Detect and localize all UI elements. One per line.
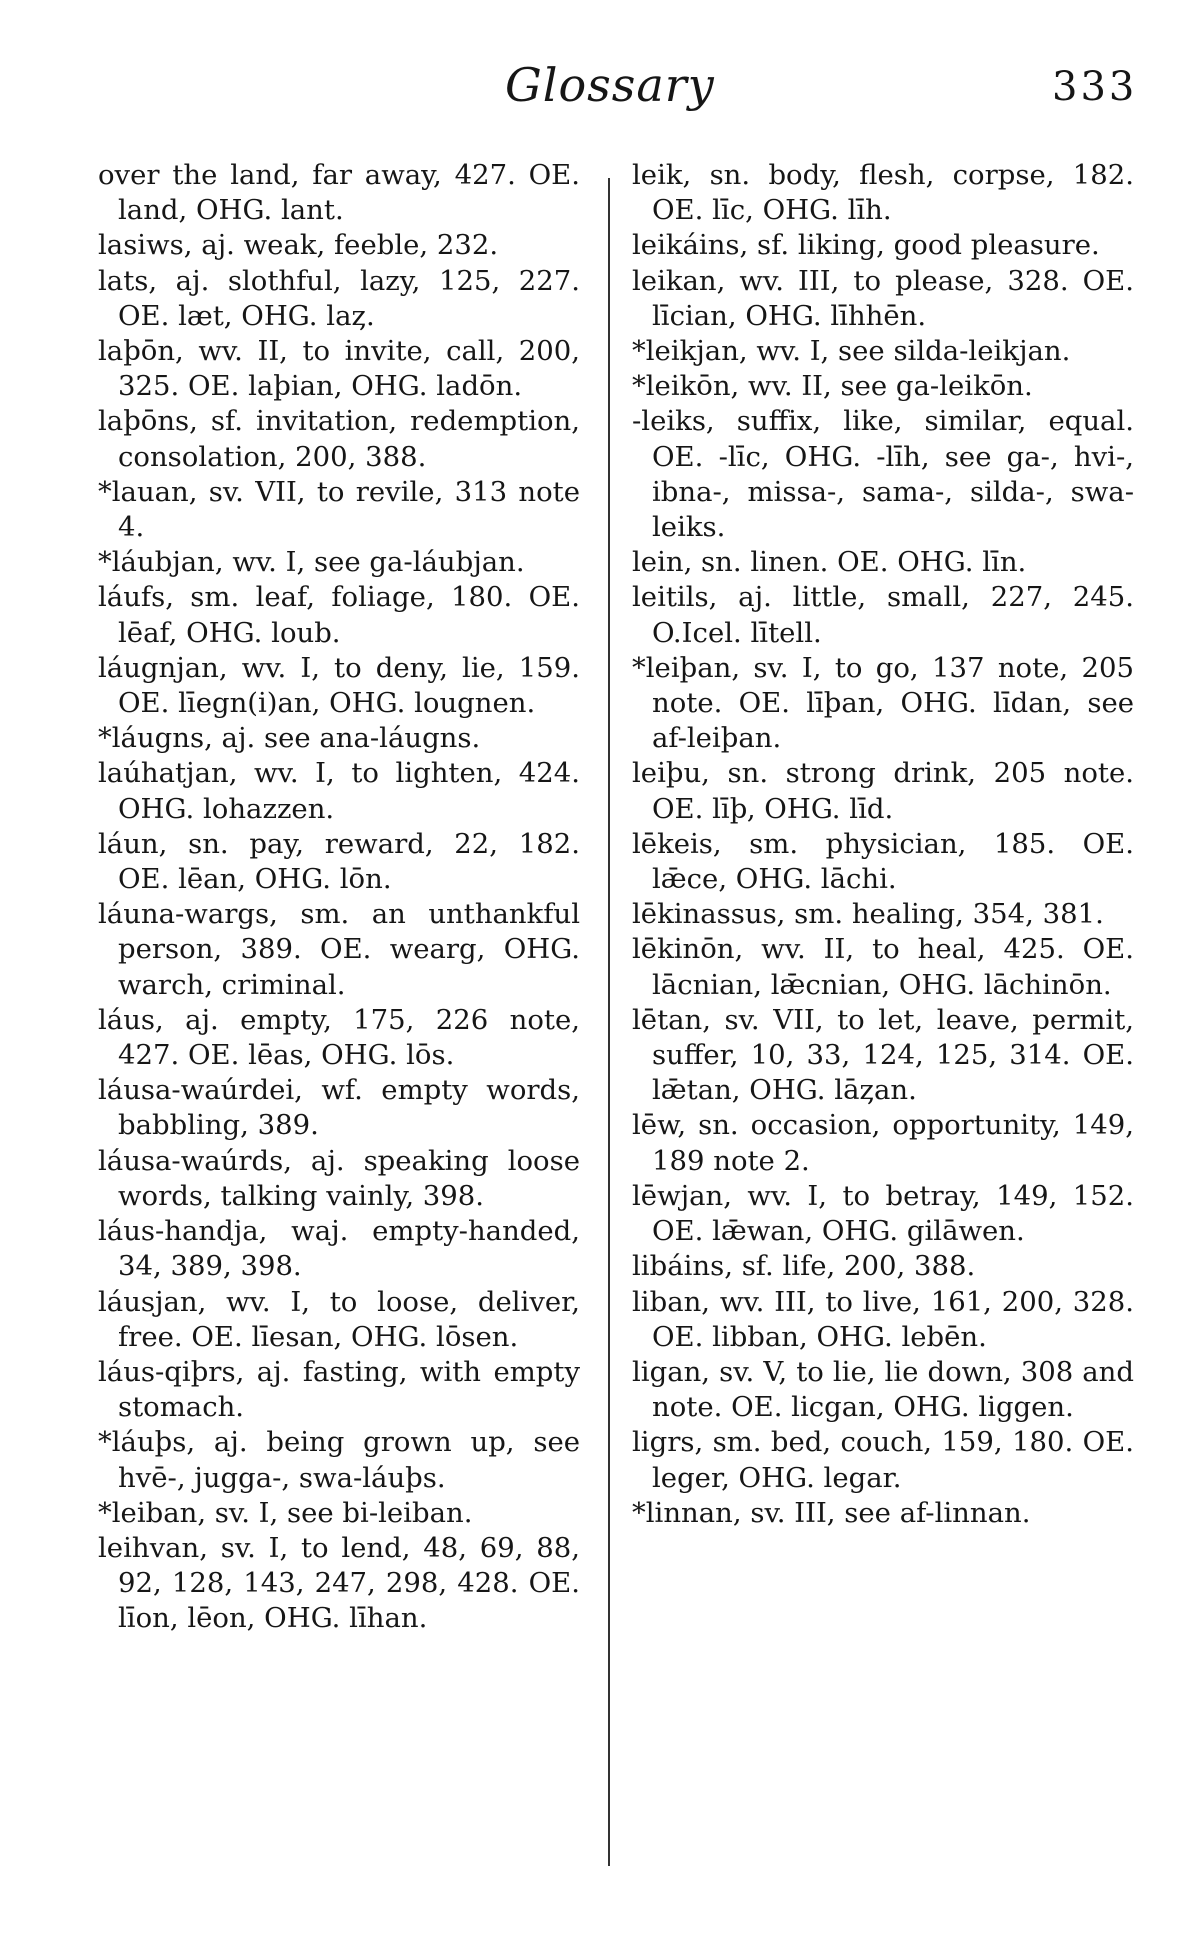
glossary-entry: láun, sn. pay, reward, 22, 182. OE. lēan, OHG. lōn. — [98, 827, 580, 896]
glossary-entry: *láugns, aj. see ana-láugns. — [98, 722, 481, 755]
glossary-entry: *leikjan, wv. I, see silda-leikjan. — [632, 335, 1071, 368]
glossary-entry: lasiws, aj. weak, feeble, 232. — [98, 229, 499, 262]
glossary-entry: ligan, sv. V, to lie, lie down, 308 and note. OE. licgan, OHG. liggen. — [632, 1355, 1134, 1424]
glossary-entry: *lauan, sv. VII, to revile, 313 note 4. — [98, 475, 580, 544]
left-column — [98, 158, 580, 1637]
glossary-entry: láufs, sm. leaf, foliage, 180. OE. lēaf, OHG. loub. — [98, 581, 580, 649]
glossary-entry: láus, aj. empty, 175, 226 note, 427. OE. lēas, OHG. lōs. — [98, 1003, 580, 1072]
right-column — [632, 158, 1134, 1531]
glossary-entry: láusa-waúrdei, wf. empty words, babbling, 389. — [98, 1074, 580, 1142]
glossary-entry: lein, sn. linen. OE. OHG. līn. — [632, 546, 1027, 579]
glossary-entry: láusjan, wv. I, to loose, deliver, free. OE. līesan, OHG. lōsen. — [98, 1285, 580, 1353]
glossary-entry: láus-handja, waj. empty-handed, 34, 389, 398. — [98, 1215, 580, 1283]
glossary-entry: laúhatjan, wv. I, to lighten, 424. OHG. lohazzen. — [98, 757, 580, 825]
glossary-entry: lats, aj. slothful, lazy, 125, 227. OE. læt, OHG. laȥ. — [98, 264, 580, 332]
glossary-entry: lēwjan, wv. I, to betray, 149, 152. OE. lǣwan, OHG. gilāwen. — [632, 1179, 1134, 1248]
page-header — [0, 58, 1200, 128]
glossary-entry: láuna-wargs, sm. an unthankful person, 389. OE. wearg, OHG. warch, criminal. — [98, 898, 580, 1001]
glossary-entry: leikáins, sf. liking, good pleasure. — [632, 229, 1100, 262]
running-title: Glossary — [505, 58, 715, 112]
glossary-entry: *leiþan, sv. I, to go, 137 note, 205 note. OE. līþan, OHG. līdan, see af-leiþan. — [632, 651, 1134, 755]
glossary-entry: laþōns, sf. invitation, redemption, consolation, 200, 388. — [98, 405, 580, 473]
glossary-entry: lēkeis, sm. physician, 185. OE. lǣce, OHG. lāchi. — [632, 827, 1134, 896]
glossary-entry: láusa-waúrds, aj. speaking loose words, talking vainly, 398. — [98, 1144, 580, 1212]
glossary-entry: leiþu, sn. strong drink, 205 note. OE. līþ, OHG. līd. — [632, 757, 1134, 825]
glossary-entry: *leikōn, wv. II, see ga-leikōn. — [632, 370, 1033, 403]
glossary-entry: láugnjan, wv. I, to deny, lie, 159. OE. līegn(i)an, OHG. lougnen. — [98, 651, 580, 720]
glossary-entry: leik, sn. body, flesh, corpse, 182. OE. līc, OHG. līh. — [632, 159, 1134, 227]
glossary-entry: *láuþs, aj. being grown up, see hvē-, jugga-, swa-láuþs. — [98, 1426, 580, 1494]
glossary-entry: lēkinassus, sm. healing, 354, 381. — [632, 898, 1104, 931]
glossary-entry: leitils, aj. little, small, 227, 245. O.Icel. lītell. — [632, 581, 1134, 649]
glossary-entry: *láubjan, wv. I, see ga-láubjan. — [98, 546, 525, 579]
column-divider — [608, 178, 610, 1866]
page-number: 333 — [1052, 64, 1138, 110]
glossary-entry: *linnan, sv. III, see af-linnan. — [632, 1496, 1031, 1529]
glossary-entry: libáins, sf. life, 200, 388. — [632, 1250, 976, 1283]
glossary-entry: leikan, wv. III, to please, 328. OE. līcian, OHG. līhhēn. — [632, 264, 1134, 332]
glossary-entry: ligrs, sm. bed, couch, 159, 180. OE. leger, OHG. legar. — [632, 1426, 1134, 1494]
glossary-entry: laþōn, wv. II, to invite, call, 200, 325. OE. laþian, OHG. ladōn. — [98, 335, 580, 403]
glossary-entry: *leiban, sv. I, see bi-leiban. — [98, 1496, 473, 1529]
glossary-entry: láus-qiþrs, aj. fasting, with empty stomach. — [98, 1355, 580, 1424]
glossary-entry: -leiks, suffix, like, similar, equal. OE. -līc, OHG. -līh, see ga-, hvi-, ibna-, missa-, sama-, silda-, swa-leiks. — [632, 405, 1134, 544]
glossary-entry: lēkinōn, wv. II, to heal, 425. OE. lācnian, lǣcnian, OHG. lāchinōn. — [632, 933, 1134, 1001]
glossary-entry: over the land, far away, 427. OE. land, OHG. lant. — [98, 159, 580, 227]
glossary-entry: lētan, sv. VII, to let, leave, permit, suffer, 10, 33, 124, 125, 314. OE. lǣtan, OHG. lāȥan. — [632, 1003, 1134, 1107]
glossary-entry: leihvan, sv. I, to lend, 48, 69, 88, 92, 128, 143, 247, 298, 428. OE. līon, lēon, OHG. līhan. — [98, 1531, 580, 1635]
glossary-entry: lēw, sn. occasion, opportunity, 149, 189 note 2. — [632, 1109, 1134, 1177]
glossary-entry: liban, wv. III, to live, 161, 200, 328. OE. libban, OHG. lebēn. — [632, 1285, 1134, 1353]
